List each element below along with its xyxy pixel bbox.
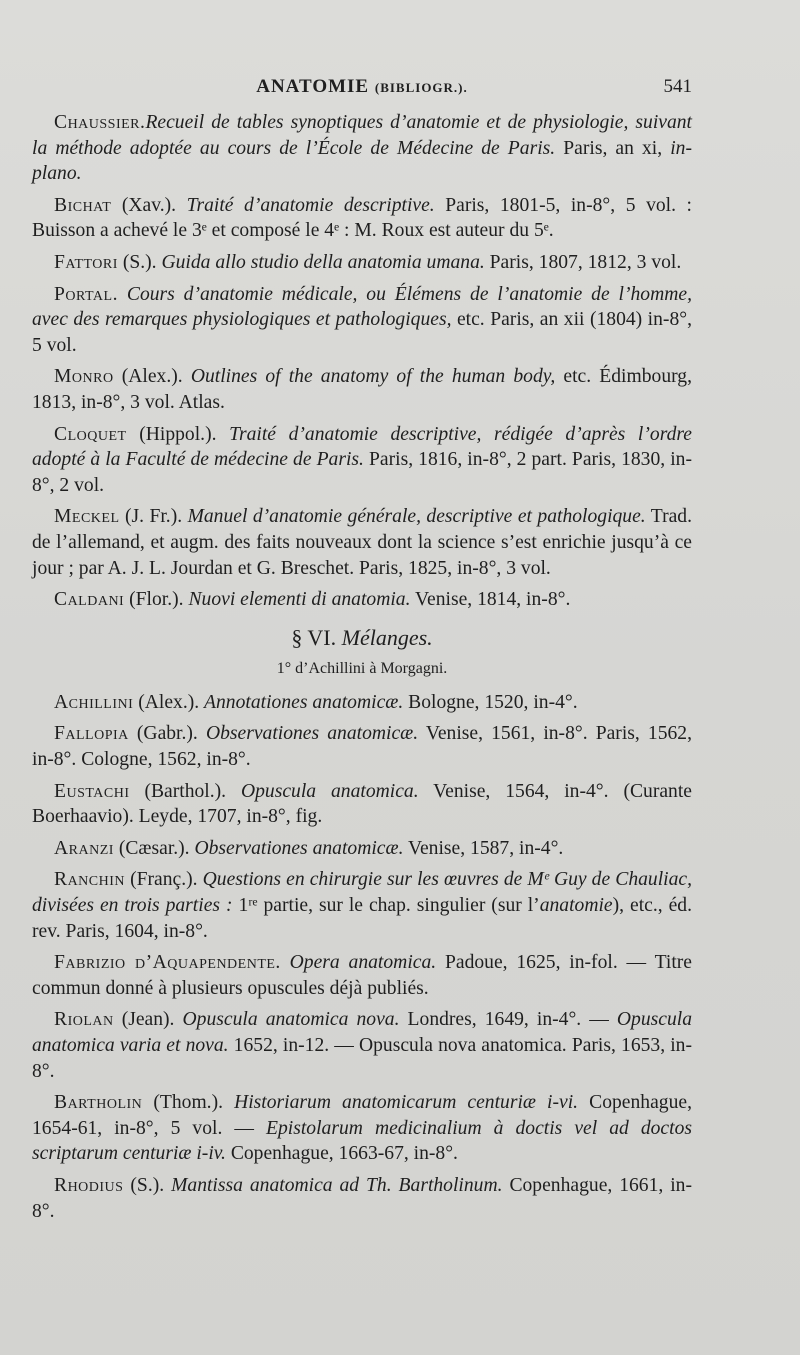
entry-author-detail [118, 284, 127, 305]
bibliography-entry [32, 721, 692, 772]
entry-publication: Paris, 1801-5, in-8°, 5 vol. : Buisson a achevé le 3ᵉ et composé le 4ᵉ : M. Roux est auteur du 5ᵉ. [32, 194, 693, 242]
entry-title: Annotationes anatomicæ. [204, 691, 404, 713]
running-title [32, 76, 692, 98]
entry-title-secondary: Epistolarum medicinalium à doctis vel ad doctos scriptarum centuriæ i-iv. [32, 1117, 692, 1165]
bibliography-entry [32, 950, 692, 1001]
section-heading [32, 625, 692, 651]
entry-publication-secondary: ), etc., éd. rev. Paris, 1604, in-8°. [32, 895, 692, 942]
running-title-sub: (BIBLIOGR.). [374, 80, 468, 95]
entry-title: Questions en chirurgie sur les œuvres de Mᵉ Guy de Chauliac, divisées en trois parties : [32, 869, 692, 917]
entry-title: Outlines of the anatomy of the human body, [190, 366, 556, 388]
entry-title: Observationes anatomicæ. [194, 837, 404, 859]
entry-publication: Trad. de l’allemand, et augm. des faits nouveaux dont la science s’est enrichie jusqu’à ce jour ; par A. J. L. Jourdan et G. Breschet. Paris, 1825, in-8°, 3 vol. [32, 506, 692, 579]
entry-author-detail: (Barthol.). [129, 780, 241, 802]
entry-publication: Copenhague, 1654-61, in-8°, 5 vol. — [32, 1092, 692, 1139]
bibliography-entry [32, 282, 692, 359]
section-subheading: 1° d’Achillini à Morgagni. [276, 660, 448, 678]
entry-author: Portal. [54, 283, 118, 305]
entry-author-detail: (S.). [117, 251, 162, 273]
entry-title: Opuscula anatomica. [240, 780, 419, 802]
entry-author-detail [281, 952, 290, 973]
running-header [32, 76, 692, 106]
entry-author-detail: (Xav.). [111, 194, 187, 216]
section-title: Mélanges. [341, 624, 433, 650]
entry-title-secondary: anatomie [539, 895, 613, 917]
entry-publication: Venise, 1564, in-4°. (Curante Boerhaavio). Leyde, 1707, in-8°, fig. [32, 780, 692, 828]
entry-author: Fattori [54, 251, 118, 273]
bibliography-entry [32, 250, 692, 276]
entry-publication: Paris, 1816, in-8°, 2 part. Paris, 1830, in-8°, 2 vol. [32, 449, 692, 496]
entry-author-detail: (Alex.). [133, 691, 205, 713]
entries-list-top [32, 110, 692, 613]
entry-title-secondary: in-plano. [32, 137, 692, 185]
entry-publication: etc. Paris, an xii (1804) in-8°, 5 vol. [32, 309, 692, 356]
bibliography-entry [32, 1173, 692, 1224]
entry-title-secondary: Opuscula anatomica varia et nova. [32, 1009, 693, 1056]
entry-title: Cours d’anatomie médicale, ou Élémens de l’anatomie de l’homme, avec des remarques physiologiques et pathologiques, [32, 283, 692, 331]
entry-author: Caldani [54, 589, 125, 611]
entry-title: Traité d’anatomie descriptive. [186, 194, 435, 216]
entry-author: Meckel [54, 506, 120, 528]
entry-author: Fabrizio d’Aquapendente. [54, 952, 281, 974]
entry-publication: Paris, 1807, 1812, 3 vol. [484, 251, 682, 273]
bibliography-entry [32, 690, 692, 716]
bibliography-entry [32, 867, 692, 944]
entry-author: Riolan [54, 1009, 114, 1031]
entry-publication: etc. Édimbourg, 1813, in-8°, 3 vol. Atlas. [32, 366, 692, 413]
entry-title: Opuscula anatomica nova. [182, 1009, 400, 1031]
entry-title: Guida allo studio della anatomia umana. [161, 251, 485, 273]
bibliography-entry [32, 779, 692, 830]
entry-author: Achillini [54, 691, 134, 713]
entry-publication: Londres, 1649, in-4°. — [399, 1009, 617, 1031]
section-number: § VI. [291, 624, 337, 650]
entry-title: Manuel d’anatomie générale, descriptive et pathologique. [187, 506, 646, 528]
entry-author-detail: (Cæsar.). [113, 837, 195, 859]
entry-title: Mantissa anatomica ad Th. Bartholinum. [171, 1174, 503, 1196]
entry-author-detail: (S.). [123, 1174, 172, 1196]
entry-publication-secondary: 1652, in-12. — Opuscula nova anatomica. Paris, 1653, in-8°. [32, 1035, 692, 1082]
bibliography-entry [32, 1007, 692, 1084]
running-title-main: ANATOMIE [256, 76, 370, 97]
entry-author-detail: (Jean). [113, 1009, 183, 1031]
entry-author-detail: (Flor.). [124, 589, 189, 611]
bibliography-entry [32, 587, 692, 613]
page-number: 541 [663, 76, 692, 97]
entry-title: Historiarum anatomicarum centuriæ i-vi. [234, 1092, 579, 1114]
entry-publication: Bologne, 1520, in-4°. [403, 691, 578, 713]
entry-publication: Venise, 1814, in-8°. [410, 589, 571, 611]
entry-author: Bartholin [54, 1092, 143, 1114]
entry-author: Monro [54, 366, 114, 388]
bibliography-entry [32, 110, 692, 187]
entry-publication: Venise, 1561, in-8°. Paris, 1562, in-8°. Cologne, 1562, in-8°. [32, 723, 692, 771]
entry-publication-secondary: Copenhague, 1663-67, in-8°. [225, 1143, 458, 1165]
entry-author: Fallopia [54, 723, 129, 745]
entry-author-detail: (Franç.). [125, 869, 203, 891]
entry-publication: Venise, 1587, in-4°. [403, 837, 564, 859]
bibliography-entry [32, 836, 692, 862]
entry-author-detail: (Thom.). [142, 1092, 235, 1114]
entry-author-detail: (Gabr.). [128, 723, 206, 745]
entry-author: Aranzi [54, 837, 114, 859]
bibliography-entry [32, 504, 692, 581]
bibliography-body [32, 110, 692, 1230]
entry-publication: Copenhague, 1661, in-8°. [32, 1174, 692, 1222]
entry-author: Rhodius [54, 1174, 124, 1196]
entry-publication: 1ʳᵉ partie, sur le chap. singulier (sur l’ [232, 895, 540, 917]
entry-title: Nuovi elementi di anatomia. [188, 589, 411, 611]
entry-title: Observationes anatomicæ. [205, 723, 419, 745]
entry-author: Ranchin [54, 869, 126, 891]
bibliography-entry [32, 422, 692, 499]
entry-author-detail: (Hippol.). [126, 423, 230, 445]
bibliography-entry [32, 1090, 692, 1167]
entry-title: Recueil de tables synoptiques d’anatomie et de physiologie, suivant la méthode adoptée au cours de l’École de Médecine de Paris. [32, 112, 692, 159]
entry-title: Opera anatomica. [289, 952, 437, 974]
entry-author: Bichat [54, 194, 112, 216]
entry-author: Cloquet [54, 423, 127, 445]
entry-title: Traité d’anatomie descriptive, rédigée d’après l’ordre adopté à la Faculté de médecine de Paris. [32, 423, 692, 471]
entry-publication: Paris, an xi, [555, 137, 671, 159]
entry-author-detail: (J. Fr.). [119, 506, 188, 528]
entry-publication: Padoue, 1625, in-fol. — Titre commun donné à plusieurs opuscules déjà publiés. [32, 952, 692, 999]
entries-list-bottom [32, 690, 692, 1224]
entry-author: Eustachi [54, 780, 130, 802]
entry-author-detail: (Alex.). [113, 366, 191, 388]
entry-author: Chaussier. [54, 112, 146, 133]
bibliography-entry [32, 364, 692, 415]
bibliography-entry [32, 193, 692, 244]
